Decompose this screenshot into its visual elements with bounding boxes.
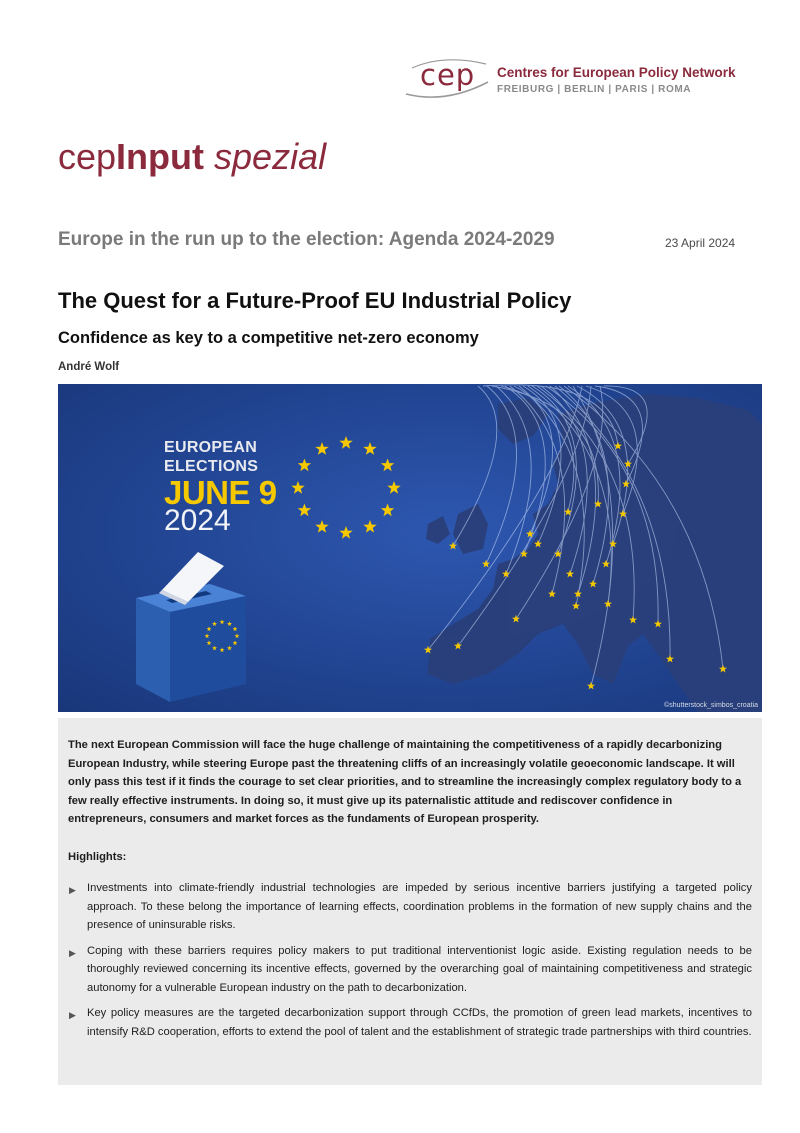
publication-date: 23 April 2024 xyxy=(665,236,736,250)
image-credit: ©shutterstock_simbos_croatia xyxy=(664,702,758,709)
author-name: André Wolf xyxy=(58,361,120,373)
page-subtitle: Confidence as key to a competitive net-zero economy xyxy=(58,329,479,347)
hero-image xyxy=(58,384,762,712)
hero-line-4: 2024 xyxy=(164,504,231,537)
highlight-item xyxy=(68,942,752,998)
highlight-text: Investments into climate-friendly industrial technologies are impeded by serious incentive barriers justifying a targeted policy approach. To these belong the importance of learning effects, coordination problems in the formation of new supply chains and the presence of uninsurable risks. xyxy=(87,882,752,931)
hero-line-2: ELECTIONS xyxy=(164,458,259,475)
hero-line-1: EUROPEAN xyxy=(164,439,258,456)
highlights-title: Highlights: xyxy=(68,851,127,863)
org-cities: FREIBURG | BERLIN | PARIS | ROMA xyxy=(497,84,692,95)
abstract-text: The next European Commission will face the huge challenge of maintaining the competitiveness of a rapidly decarbonizing European Industry, while steering Europe past the threatening cliffs of an increasingly volatile geoeconomic landscape. It will only pass this test if it finds the courage to set clear priorities, and to streamline the increasingly complex regulatory body to a few really effective instruments. In doing so, it must give up its paternalistic attitude and rediscover confidence in entrepreneurs, consumers and market forces as the fundaments of European prosperity. xyxy=(68,739,742,825)
summary-box xyxy=(58,718,762,1085)
bullet-arrow-icon: ▶ xyxy=(69,1010,76,1020)
series-title xyxy=(58,136,326,178)
highlight-text: Key policy measures are the targeted decarbonization support through CCfDs, the promotion of green lead markets, incentives to intensify R&D cooperation, efforts to extend the pool of talent and the establishment of strategic trade partnerships with third countries. xyxy=(87,1007,752,1038)
highlight-item xyxy=(68,879,752,935)
bullet-arrow-icon: ▶ xyxy=(69,947,76,958)
series-prefix: cep xyxy=(58,136,117,177)
logo-wordmark: cep xyxy=(420,58,476,92)
org-name: Centres for European Policy Network xyxy=(497,65,736,80)
series-bold: Input xyxy=(116,136,205,177)
highlights-list xyxy=(68,879,752,1048)
eu-election-illustration xyxy=(58,384,762,712)
cep-logo xyxy=(400,56,760,102)
page-title: The Quest for a Future-Proof EU Industrial Policy xyxy=(58,288,572,313)
bullet-arrow-icon: ▶ xyxy=(69,885,76,895)
highlight-item xyxy=(68,1004,752,1041)
agenda-heading: Europe in the run up to the election: Agenda 2024-2029 xyxy=(58,229,555,250)
series-italic: spezial xyxy=(214,136,327,177)
hero-line-3: JUNE 9 xyxy=(164,474,277,511)
highlight-text: Coping with these barriers requires policy makers to put traditional interventionist logic aside. Existing regulation needs to be thoroughly reviewed concerning its incentive effects, governed by the overarching goal of maintaining competitiveness and strategic autonomy for a vulnerable European industry on the path to decarbonization. xyxy=(87,944,752,994)
